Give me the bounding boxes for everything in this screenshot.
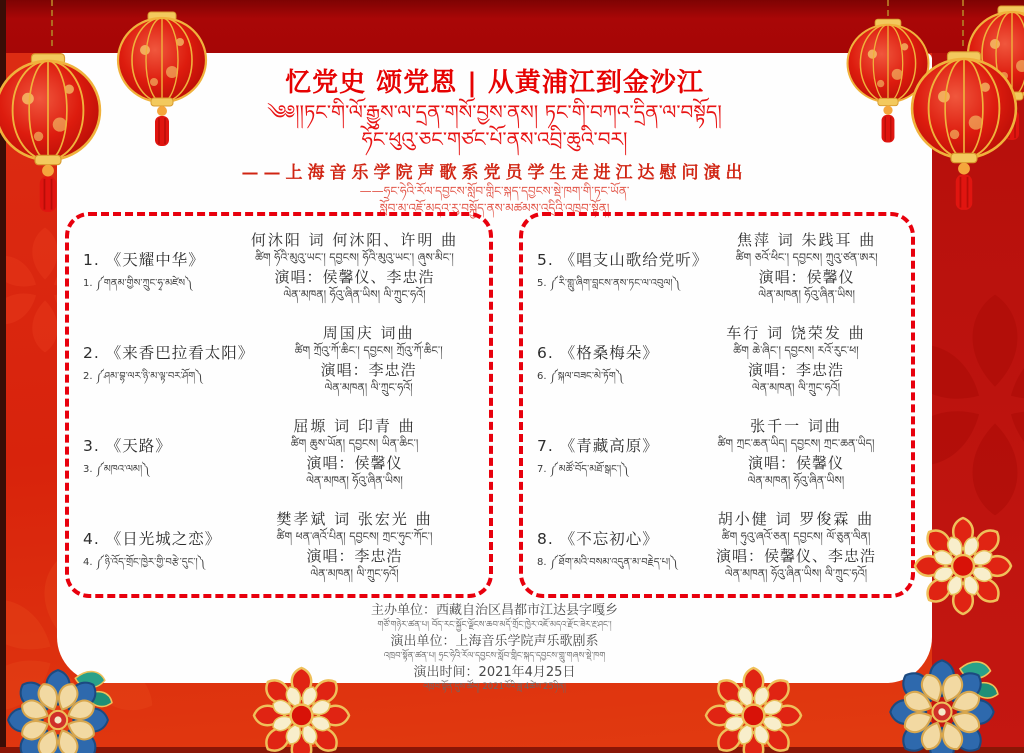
song-singers-tibetan: ལེན་མཁན། ལི་ཀྲུང་ཧའོ། [310, 567, 399, 580]
song-singers: 演唱：侯馨仪、李忠浩 [715, 547, 876, 565]
song-singers: 演唱：李忠浩 [747, 361, 844, 379]
program-item-5 [529, 220, 905, 313]
program-item-4 [75, 499, 483, 592]
song-title: 6. 《格桑梅朵》 [537, 343, 659, 362]
subtitle-tibetan-line1: ——ཧྲང་ཧེའི་རོལ་དབྱངས་སློབ་གླིང་སྐད་དབྱངས་སྡེ་ཁག་གི་ཏང་ཡོན་ [359, 184, 630, 198]
song-title-tibetan: 6. ༼སྐལ་བཟང་མེ་ཏོག༽ [537, 370, 623, 382]
song-singers-tibetan: ལེན་མཁན། ཧོའུ་ཞིན་ཡིས། ལི་ཀྲུང་ཧའོ། [283, 288, 426, 301]
subtitle-tibetan-line2: སློབ་མ་འཇོ་མདའ་རུ་བསྐྱོད་ནས་མཚམས་འདྲིའི་འཁྲབ་སྟོན། [379, 200, 610, 215]
song-title: 4. 《日光城之恋》 [83, 529, 222, 548]
program-item-7 [529, 406, 905, 499]
song-title: 7. 《青藏高原》 [537, 436, 659, 455]
song-title-tibetan: 8. ༼ཐོག་མའི་བསམ་འདུན་མ་བརྗེད་པ།༽ [537, 556, 678, 568]
organizer-line-tibetan: གཙོ་གཉེར་ཚན་པ། བོད་རང་སྐྱོང་ལྗོངས་ཆབ་མདོ་གྲོང་ཁྱེར་འཇོ་མདའ་རྫོང་ཟེར་རྔ་ཤང་། [377, 620, 612, 630]
song-singers-tibetan: ལེན་མཁན། ཧོའུ་ཞིན་ཡིས། [306, 474, 403, 487]
performer-line: 演出单位：上海音乐学院声乐歌剧系 [390, 634, 599, 649]
page-title: 忆党史 颂党恩 | 从黄浦江到金沙江 [285, 68, 704, 98]
left-dark-edge [0, 0, 6, 753]
song-singers-tibetan: ལེན་མཁན། ཧོའུ་ཞིན་ཡིས། ལི་ཀྲུང་ཧའོ། [724, 567, 868, 580]
program-item-2 [75, 313, 483, 406]
song-credits: 车行 词 饶荣发 曲 [726, 324, 866, 342]
lantern-string [962, 0, 964, 46]
time-line: 演出时间：2021年4月25日 [413, 665, 576, 680]
song-singers: 演唱：李忠浩 [306, 547, 403, 565]
song-credits: 胡小健 词 罗俊霖 曲 [717, 510, 875, 528]
song-title: 5. 《唱支山歌给党听》 [537, 250, 709, 269]
program-box-left [65, 212, 493, 598]
song-singers-tibetan: ལེན་མཁན། ཧོའུ་ཞིན་ཡིས། [758, 288, 855, 301]
song-credits-tibetan: ཚིག ཧུའུ་ཞའོ་ཅན། དབྱངས། ལོ་ཅུན་ལིན། [721, 530, 871, 543]
subtitle: ——上海音乐学院声歌系党员学生走进江达慰问演出 [241, 163, 748, 183]
time-line-tibetan: འཁྲབ་སྟོན་དུས་ཚོད། 2021ལོའི་ཟླ་4ཚེས་25ཉིན། [423, 682, 566, 692]
lantern-string [51, 0, 53, 50]
song-singers: 演唱：李忠浩 [320, 361, 417, 379]
song-credits-tibetan: ཚིག ཧོའི་མུའུ་ཡང་། དབྱངས། ཧོའི་མུའུ་ཡང་། ཞུས་མིང་། [255, 251, 454, 264]
song-title: 3. 《天路》 [83, 436, 172, 455]
poster-header [57, 53, 932, 217]
title-tibetan-line1: ༄༅།།ཏང་གི་ལོ་རྒྱུས་ལ་དྲན་གསོ་བྱས་ནས། ཏང་གི་བཀའ་དྲིན་ལ་བསྟོད། [267, 100, 722, 124]
program-box-right [519, 212, 915, 598]
song-credits-tibetan: ཚིག ཆུས་ཡོན། དབྱངས། ཡིན་ཆིང་། [290, 437, 419, 450]
song-credits-tibetan: ཚིག ཕན་ཞའོ་པིན། དབྱངས། ཀྲང་ཧུང་ཀོང་། [276, 530, 433, 543]
bottom-dark-edge [0, 747, 1024, 753]
song-credits: 焦萍 词 朱践耳 曲 [736, 231, 877, 249]
song-title-tibetan: 2. ༼ཤམ་བྷ་ལར་ཉི་མ་ལྟ་བར་ཤོག༽ [83, 370, 203, 382]
program-card [57, 53, 932, 692]
song-title-tibetan: 1. ༼གནམ་གྱིས་ཀྲུང་ཧྭ་མཛེས༽ [83, 277, 193, 289]
song-singers: 演唱：侯馨仪、李忠浩 [274, 268, 435, 286]
song-credits: 屈塬 词 印青 曲 [293, 417, 416, 435]
top-dark-band [0, 0, 1024, 53]
song-singers: 演唱：侯馨仪 [758, 268, 855, 286]
song-singers: 演唱：侯馨仪 [306, 454, 403, 472]
title-tibetan-line2: ཧོང་ཕུའུ་ཅང་གཙང་པོ་ནས་འབྲི་ཆུའི་བར། [361, 127, 628, 151]
organizer-line: 主办单位：西藏自治区昌都市江达县字嘎乡 [370, 603, 618, 618]
program-item-6 [529, 313, 905, 406]
performer-line-tibetan: འཁྲབ་སྟོན་ཚན་པ། ཧྲང་ཧེའི་རོལ་དབྱངས་སློབ་གླིང་སྐད་དབྱངས་གླུ་གཞས་སྡེ་ཁག [383, 651, 606, 661]
song-title: 1. 《天耀中华》 [83, 250, 205, 269]
song-credits-tibetan: ཚིག ཆེ་ཞིང་། དབྱངས། རའོ་རུང་ཕ། [733, 344, 859, 357]
song-title-tibetan: 5. ༼རི་གླུ་ཞིག་བླངས་ནས་ཏང་ལ་འབུལ།༽ [537, 277, 680, 289]
song-title-tibetan: 3. ༼མཁའ་ལམ།༽ [83, 463, 150, 475]
song-credits: 张千一 词曲 [750, 417, 842, 435]
program-item-3 [75, 406, 483, 499]
song-title-tibetan: 4. ༼ཉི་འོད་གྲོང་ཁྱེར་གྱི་བརྩེ་དུང་།༽ [83, 556, 205, 568]
song-credits: 樊孝斌 词 张宏光 曲 [276, 510, 433, 528]
song-credits-tibetan: ཚིག ཀྲོའུ་ཀོ་ཆིང་། དབྱངས། ཀྲོའུ་ཀོ་ཆིང་། [294, 344, 443, 357]
lantern-string [887, 0, 889, 16]
song-singers: 演唱：侯馨仪 [747, 454, 844, 472]
song-credits: 何沐阳 词 何沐阳、许明 曲 [250, 231, 459, 249]
song-title: 8. 《不忘初心》 [537, 529, 659, 548]
song-credits: 周国庆 词曲 [322, 324, 415, 342]
song-credits-tibetan: ཚིག ཀྲང་ཆན་ཡིད། དབྱངས། ཀྲང་ཆན་ཡིད། [717, 437, 875, 450]
song-credits-tibetan: ཚིག ཅའོ་ཕིང་། དབྱངས། ཀྲུའུ་ཙན་ཨར། [735, 251, 878, 264]
poster-footer [57, 602, 932, 695]
song-singers-tibetan: ལེན་མཁན། ལི་ཀྲུང་ཧའོ། [751, 381, 841, 394]
song-singers-tibetan: ལེན་མཁན། ཧོའུ་ཞིན་ཡིས། [747, 474, 845, 487]
song-singers-tibetan: ལེན་མཁན། ལི་ཀྲུང་ཧའོ། [324, 381, 413, 394]
right-red-band [932, 53, 1024, 753]
song-title-tibetan: 7. ༼མཚོ་བོད་མཐོ་སྒང་།༽ [537, 463, 629, 475]
program-item-1 [75, 220, 483, 313]
program-item-8 [529, 499, 905, 592]
song-title: 2. 《来香巴拉看太阳》 [83, 343, 255, 362]
